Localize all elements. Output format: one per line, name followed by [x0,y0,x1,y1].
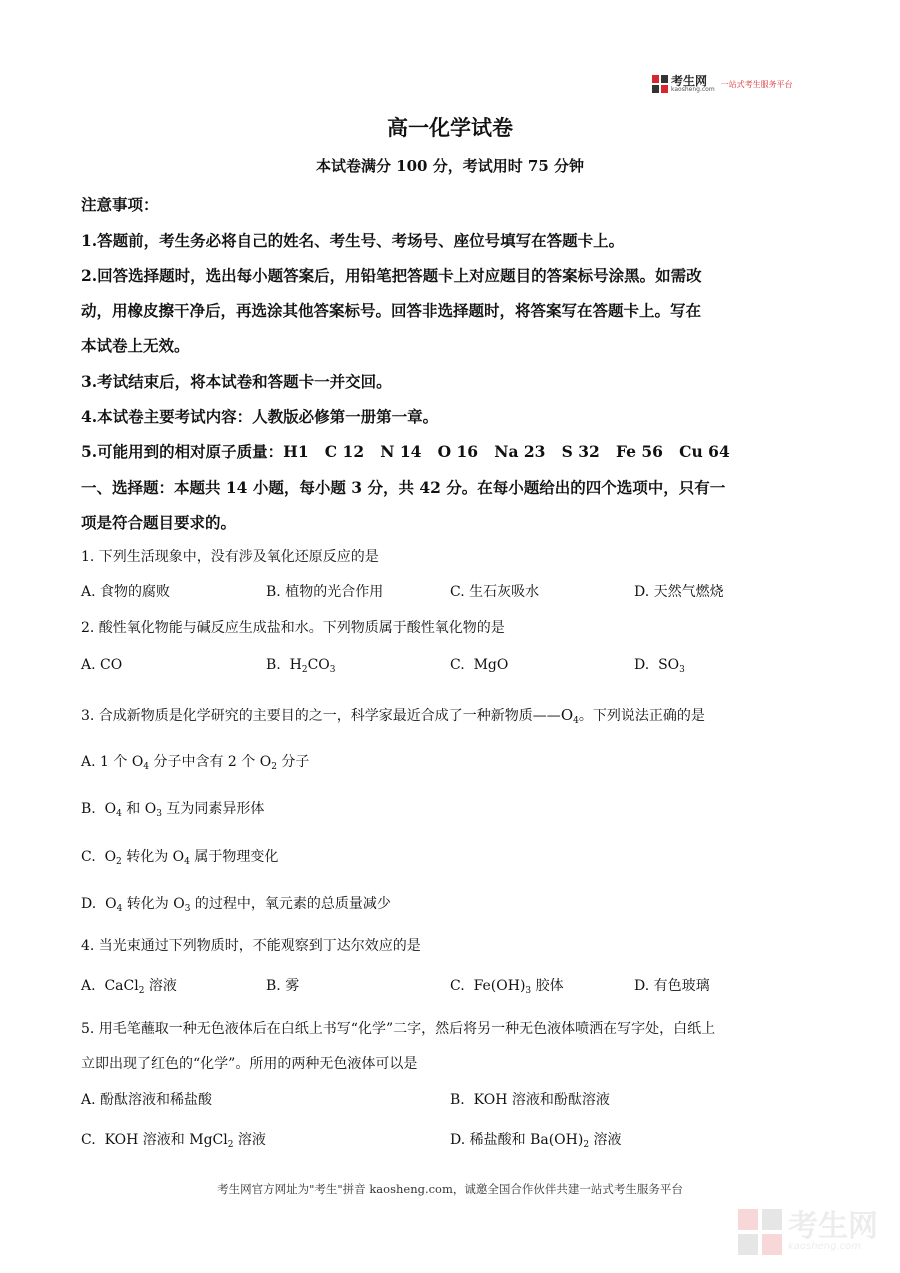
logo-url: kaosheng.com [671,86,715,93]
note-3: 3.考试结束后，将本试卷和答题卡一并交回。 [81,372,392,391]
logo-slogan: 一站式考生服务平台 [720,79,793,89]
watermark [738,1209,878,1255]
watermark-name: 考生网 [788,1209,878,1244]
question-5-stem-line-1: 5. 用毛笔蘸取一种无色液体后在白纸上书写“化学”二字，然后将另一种无色液体喷洒在写字处，白纸上 [81,1021,716,1037]
question-2-option-a[interactable]: A. CO [81,657,123,673]
question-4-option-d[interactable]: D. 有色玻璃 [634,978,710,994]
question-3-option-c[interactable]: C. $O_2$ 转化为 $O_4$ 属于物理变化 [81,849,279,867]
question-5-option-b[interactable]: B. KOH 溶液和酚酞溶液 [450,1092,610,1108]
note-2-line-2: 动，用橡皮擦干净后，再选涂其他答案标号。回答非选择题时，将答案写在答题卡上。写在 [81,301,702,320]
question-3-stem-pre: 3. 合成新物质是化学研究的主要目的之一，科学家最近合成了一种新物质—— [81,708,561,724]
question-4-option-b[interactable]: B. 雾 [266,978,300,994]
question-1-stem: 1. 下列生活现象中，没有涉及氧化还原反应的是 [81,549,379,565]
note-4: 4.本试卷主要考试内容：人教版必修第一册第一章。 [81,407,439,426]
question-2-stem: 2. 酸性氧化物能与碱反应生成盐和水。下列物质属于酸性氧化物的是 [81,620,505,636]
question-4-stem: 4. 当光束通过下列物质时，不能观察到丁达尔效应的是 [81,938,421,954]
note-1: 1.答题前，考生务必将自己的姓名、考生号、考场号、座位号填写在答题卡上。 [81,231,625,250]
question-4-option-c[interactable]: C. $Fe(OH)_3$ 胶体 [450,978,564,996]
question-2-option-b[interactable]: B. $H_2CO_3$ [266,657,336,675]
question-1-option-d[interactable]: D. 天然气燃烧 [634,584,724,600]
page-footer: 考生网官方网址为"考生"拼音 kaosheng.com，诚邀全国合作伙伴共建一站式考生服务平台 [217,1182,683,1196]
notes-heading: 注意事项： [81,195,159,214]
question-3-stem: 3. 合成新物质是化学研究的主要目的之一，科学家最近合成了一种新物质$——O_4$。下列说法正确的是 [81,706,705,726]
question-3-option-d[interactable]: D. $O_4$ 转化为 $O_3$ 的过程中，氧元素的总质量减少 [81,896,391,914]
brand-logo[interactable] [652,74,793,94]
question-5-option-a[interactable]: A. 酚酞溶液和稀盐酸 [81,1092,213,1108]
note-5: 5.可能用到的相对原子质量：H1 C 12 N 14 O 16 Na 23 S 32 Fe 56 Cu 64 [81,442,730,461]
question-4-option-a[interactable]: A. CaCl$_2$ 溶液 [81,978,177,996]
section-heading-line-2: 项是符合题目要求的。 [81,513,237,532]
question-2-option-d[interactable]: D. $SO_3$ [634,657,685,675]
question-5-option-c[interactable]: C. KOH 溶液和 MgCl$_2$ 溶液 [81,1132,266,1150]
logo-icon [652,75,668,93]
note-2-line-3: 本试卷上无效。 [81,336,190,355]
question-1-option-c[interactable]: C. 生石灰吸水 [450,584,540,600]
note-2-line-1: 2.回答选择题时，选出每小题答案后，用铅笔把答题卡上对应题目的答案标号涂黑。如需改 [81,266,702,285]
watermark-url: kaosheng.com [788,1241,861,1252]
question-3-option-a[interactable]: A. 1 个 $O_4$ 分子中含有 2 个 $O_2$ 分子 [81,754,310,772]
question-2-option-c[interactable]: C. MgO [450,657,509,673]
question-1-option-a[interactable]: A. 食物的腐败 [81,584,171,600]
page-title: 高一化学试卷 [387,115,513,140]
logo-name: 考生网 [671,74,708,88]
section-heading-line-1: 一、选择题：本题共 14 小题，每小题 3 分，共 42 分。在每小题给出的四个选项中，只有一 [81,478,726,497]
question-5-option-d[interactable]: D. 稀盐酸和 $Ba(OH)_2$ 溶液 [450,1132,622,1150]
watermark-logo-icon [738,1209,782,1255]
question-3-stem-post: 。下列说法正确的是 [578,708,705,724]
page-subtitle: 本试卷满分 100 分，考试用时 75 分钟 [315,157,585,175]
question-1-option-b[interactable]: B. 植物的光合作用 [266,584,384,600]
question-5-stem-line-2: 立即出现了红色的“化学”。所用的两种无色液体可以是 [81,1056,418,1072]
question-3-option-b[interactable]: B. $O_4$ 和 $O_3$ 互为同素异形体 [81,801,265,819]
